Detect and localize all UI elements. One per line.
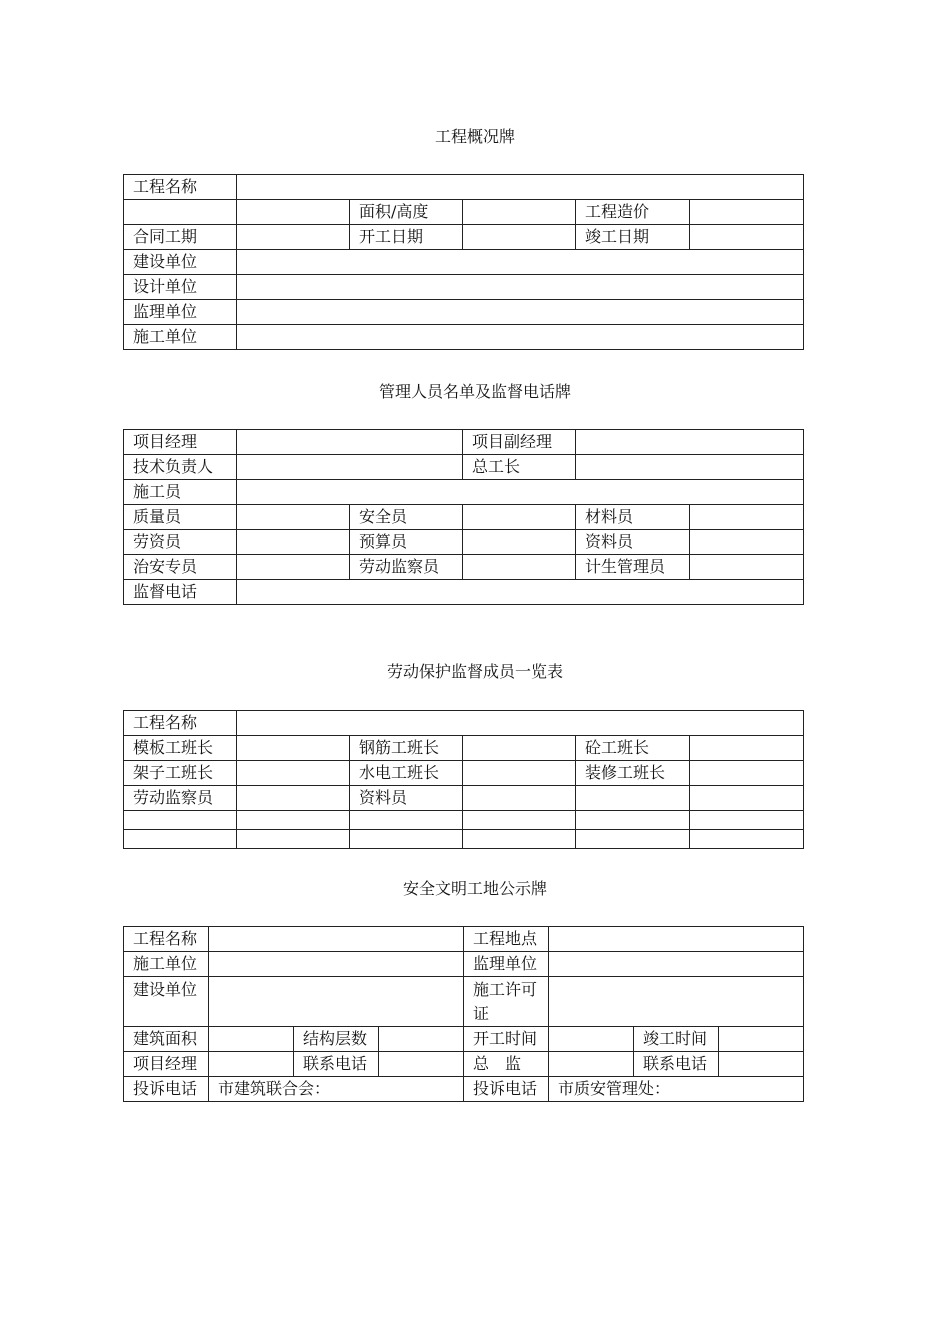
cell-blank[interactable] xyxy=(690,786,804,811)
value-supervisor-contact-phone[interactable] xyxy=(719,1052,804,1077)
cell-blank[interactable] xyxy=(463,830,576,849)
value-contractor-unit[interactable] xyxy=(237,325,804,350)
cell-blank[interactable] xyxy=(463,811,576,830)
value-records-officer[interactable] xyxy=(463,786,576,811)
table-row xyxy=(124,786,804,811)
label-design-unit: 设计单位 xyxy=(124,275,237,300)
label-contract-period: 合同工期 xyxy=(124,225,237,250)
value-scaffold-foreman[interactable] xyxy=(237,761,350,786)
label-finishing-foreman: 装修工班长 xyxy=(576,761,690,786)
label-materials-officer: 材料员 xyxy=(576,505,690,530)
label-technical-lead: 技术负责人 xyxy=(124,455,237,480)
value-start-time[interactable] xyxy=(549,1027,634,1052)
label-construction-permit: 施工许可证 xyxy=(464,977,549,1027)
label-records-officer: 资料员 xyxy=(350,786,463,811)
table-row xyxy=(124,1077,804,1102)
table-row xyxy=(124,250,804,275)
value-project-name[interactable] xyxy=(237,175,804,200)
table-row xyxy=(124,300,804,325)
cell-blank[interactable] xyxy=(124,200,237,225)
table-row xyxy=(124,927,804,952)
value-project-cost[interactable] xyxy=(690,200,804,225)
table-row xyxy=(124,830,804,849)
value-site-engineer[interactable] xyxy=(237,480,804,505)
label-supervision-unit: 监理单位 xyxy=(124,300,237,325)
table-row xyxy=(124,430,804,455)
safety-civilized-site-table xyxy=(123,926,804,1102)
label-supervision-unit: 监理单位 xyxy=(464,952,549,977)
value-quality-officer[interactable] xyxy=(237,505,350,530)
table-row xyxy=(124,325,804,350)
label-contractor-unit: 施工单位 xyxy=(124,325,237,350)
cell-blank[interactable] xyxy=(124,811,237,830)
label-labor-inspector: 劳动监察员 xyxy=(350,555,463,580)
label-formwork-foreman: 模板工班长 xyxy=(124,736,237,761)
label-site-engineer: 施工员 xyxy=(124,480,237,505)
value-project-manager[interactable] xyxy=(209,1052,294,1077)
label-construction-owner: 建设单位 xyxy=(124,977,209,1027)
label-labor-inspector: 劳动监察员 xyxy=(124,786,237,811)
table-row xyxy=(124,977,804,1027)
value-deputy-manager[interactable] xyxy=(576,430,804,455)
table-row xyxy=(124,1052,804,1077)
value-supervision-phone[interactable] xyxy=(237,580,804,605)
table-row xyxy=(124,200,804,225)
label-project-cost: 工程造价 xyxy=(576,200,690,225)
label-supervision-phone: 监督电话 xyxy=(124,580,237,605)
value-design-unit[interactable] xyxy=(237,275,804,300)
project-overview-table xyxy=(123,174,804,350)
label-contractor-unit: 施工单位 xyxy=(124,952,209,977)
label-start-date: 开工日期 xyxy=(350,225,463,250)
label-structure-floors: 结构层数 xyxy=(294,1027,379,1052)
label-contact-phone: 联系电话 xyxy=(294,1052,379,1077)
label-completion-time: 竣工时间 xyxy=(634,1027,719,1052)
label-general-foreman: 总工长 xyxy=(463,455,576,480)
label-construction-owner: 建设单位 xyxy=(124,250,237,275)
value-project-name[interactable] xyxy=(237,711,804,736)
cell-blank[interactable] xyxy=(576,811,690,830)
value-labor-wages-officer[interactable] xyxy=(237,530,350,555)
label-family-planning-officer: 计生管理员 xyxy=(576,555,690,580)
value-supervision-unit[interactable] xyxy=(237,300,804,325)
table-row xyxy=(124,811,804,830)
label-quality-officer: 质量员 xyxy=(124,505,237,530)
label-complaint-phone: 投诉电话 xyxy=(124,1077,209,1102)
value-completion-time[interactable] xyxy=(719,1027,804,1052)
label-records-officer: 资料员 xyxy=(576,530,690,555)
label-building-area: 建筑面积 xyxy=(124,1027,209,1052)
cell-blank[interactable] xyxy=(350,811,463,830)
label-start-time: 开工时间 xyxy=(464,1027,549,1052)
cell-blank[interactable] xyxy=(576,786,690,811)
table-row xyxy=(124,275,804,300)
labor-protection-table xyxy=(123,710,804,849)
value-materials-officer[interactable] xyxy=(690,505,804,530)
label-plumbing-electrical-foreman: 水电工班长 xyxy=(350,761,463,786)
value-technical-lead[interactable] xyxy=(237,455,463,480)
label-project-name: 工程名称 xyxy=(124,175,237,200)
value-building-area[interactable] xyxy=(209,1027,294,1052)
label-complaint-phone-2: 投诉电话 xyxy=(464,1077,549,1102)
table-row xyxy=(124,580,804,605)
value-family-planning-officer[interactable] xyxy=(690,555,804,580)
value-completion-date[interactable] xyxy=(690,225,804,250)
table-row xyxy=(124,480,804,505)
table-row xyxy=(124,761,804,786)
table-row xyxy=(124,505,804,530)
label-concrete-foreman: 砼工班长 xyxy=(576,736,690,761)
value-finishing-foreman[interactable] xyxy=(690,761,804,786)
label-project-name: 工程名称 xyxy=(124,711,237,736)
label-chief-supervisor: 总 监 xyxy=(464,1052,549,1077)
table-row xyxy=(124,952,804,977)
value-chief-supervisor[interactable] xyxy=(549,1052,634,1077)
value-plumbing-electrical-foreman[interactable] xyxy=(463,761,576,786)
table1-title: 工程概况牌 xyxy=(434,127,515,146)
value-area-height[interactable] xyxy=(463,200,576,225)
value-project-location[interactable] xyxy=(549,927,804,952)
label-budget-officer: 预算员 xyxy=(350,530,463,555)
value-project-name[interactable] xyxy=(209,927,464,952)
value-construction-owner[interactable] xyxy=(237,250,804,275)
table3-title: 劳动保护监督成员一览表 xyxy=(386,662,563,681)
cell-blank[interactable] xyxy=(237,200,350,225)
table-row xyxy=(124,225,804,250)
value-supervision-unit[interactable] xyxy=(549,952,804,977)
label-scaffold-foreman: 架子工班长 xyxy=(124,761,237,786)
label-labor-wages-officer: 劳资员 xyxy=(124,530,237,555)
value-labor-inspector[interactable] xyxy=(463,555,576,580)
cell-blank[interactable] xyxy=(690,830,804,849)
cell-blank[interactable] xyxy=(237,830,350,849)
management-staff-table xyxy=(123,429,804,605)
table-row xyxy=(124,555,804,580)
cell-blank[interactable] xyxy=(237,811,350,830)
label-project-manager: 项目经理 xyxy=(124,430,237,455)
label-deputy-manager: 项目副经理 xyxy=(463,430,576,455)
value-security-officer[interactable] xyxy=(237,555,350,580)
table-row xyxy=(124,1027,804,1052)
table-row xyxy=(124,736,804,761)
label-project-location: 工程地点 xyxy=(464,927,549,952)
value-city-quality-safety-office[interactable]: 市质安管理处： xyxy=(549,1077,804,1102)
value-general-foreman[interactable] xyxy=(576,455,804,480)
table4-title: 安全文明工地公示牌 xyxy=(402,879,547,898)
value-contract-period[interactable] xyxy=(237,225,350,250)
value-structure-floors[interactable] xyxy=(379,1027,464,1052)
value-safety-officer[interactable] xyxy=(463,505,576,530)
label-safety-officer: 安全员 xyxy=(350,505,463,530)
value-project-manager[interactable] xyxy=(237,430,463,455)
value-contact-phone[interactable] xyxy=(379,1052,464,1077)
cell-blank[interactable] xyxy=(350,830,463,849)
label-security-officer: 治安专员 xyxy=(124,555,237,580)
value-concrete-foreman[interactable] xyxy=(690,736,804,761)
value-labor-inspector[interactable] xyxy=(237,786,350,811)
table-row xyxy=(124,711,804,736)
value-budget-officer[interactable] xyxy=(463,530,576,555)
label-completion-date: 竣工日期 xyxy=(576,225,690,250)
cell-blank[interactable] xyxy=(690,811,804,830)
label-rebar-foreman: 钢筋工班长 xyxy=(350,736,463,761)
cell-blank[interactable] xyxy=(576,830,690,849)
value-formwork-foreman[interactable] xyxy=(237,736,350,761)
value-start-date[interactable] xyxy=(463,225,576,250)
value-records-officer[interactable] xyxy=(690,530,804,555)
table2-title: 管理人员名单及监督电话牌 xyxy=(378,382,571,401)
value-rebar-foreman[interactable] xyxy=(463,736,576,761)
label-project-name: 工程名称 xyxy=(124,927,209,952)
value-construction-permit[interactable] xyxy=(549,977,804,1027)
table-row xyxy=(124,530,804,555)
table-row xyxy=(124,175,804,200)
value-city-construction-association[interactable]: 市建筑联合会： xyxy=(209,1077,464,1102)
value-contractor-unit[interactable] xyxy=(209,952,464,977)
table-row xyxy=(124,455,804,480)
label-project-manager: 项目经理 xyxy=(124,1052,209,1077)
value-construction-owner[interactable] xyxy=(209,977,464,1027)
label-area-height: 面积/高度 xyxy=(350,200,463,225)
cell-blank[interactable] xyxy=(124,830,237,849)
label-supervisor-contact-phone: 联系电话 xyxy=(634,1052,719,1077)
